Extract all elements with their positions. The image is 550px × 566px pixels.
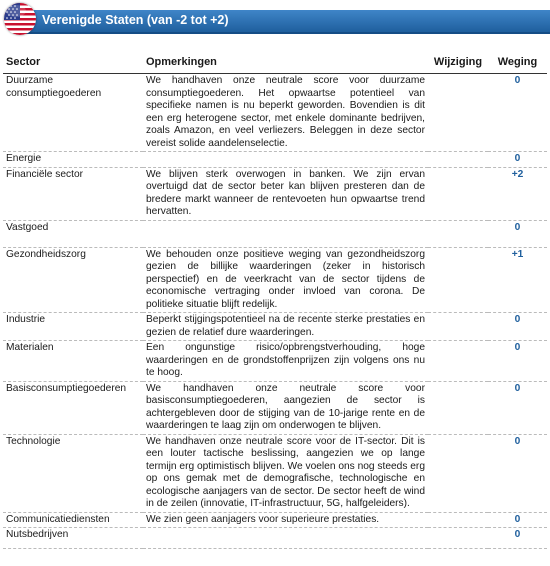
table-row	[3, 512, 547, 528]
sector-remarks: We handhaven onze neutrale score voor basisconsumptiegoederen, aangezien de sector is achtergebleven door de stijging van de 10-jarige rente en de waarderingen te laag zijn om onderwogen te blijven.	[143, 381, 428, 434]
sector-weight: 0	[488, 512, 547, 528]
column-header-weight: Weging	[488, 56, 547, 74]
sector-name: Energie	[3, 152, 143, 168]
sector-name: Materialen	[3, 341, 143, 382]
table-row	[3, 528, 547, 549]
sector-change	[428, 313, 488, 341]
sector-weight: 0	[488, 528, 547, 549]
column-header-remarks: Opmerkingen	[143, 56, 428, 74]
sector-change	[428, 220, 488, 247]
sector-remarks: We handhaven onze neutrale score voor de IT-sector. Dit is een louter tactische beslissing, aangezien we op lange termijn erg optimistisch blijven. We voelen ons nog steeds erg op ons gemak met de demografische, technologische en ecologische aanjagers van de sector. De sector heeft de wind in de zeilen (innovatie, IT-infrastructuur, 5G, halfgeleiders).	[143, 434, 428, 512]
sector-change	[428, 152, 488, 168]
table-row	[3, 167, 547, 220]
sector-change	[428, 74, 488, 152]
sector-remarks: We blijven sterk overwogen in banken. We zijn ervan overtuigd dat de sector beter kan blijven presteren dan de bredere markt wanneer de rentevoeten hun opwaartse trend hervatten.	[143, 167, 428, 220]
page-header	[0, 0, 550, 36]
sector-weight: 0	[488, 381, 547, 434]
sector-name: Gezondheidszorg	[3, 247, 143, 313]
sector-weight: 0	[488, 220, 547, 247]
table-row	[3, 341, 547, 382]
sector-weight: 0	[488, 341, 547, 382]
table-row	[3, 434, 547, 512]
table-header-row	[3, 56, 547, 74]
title-bar	[24, 10, 550, 34]
sector-change	[428, 167, 488, 220]
sector-name: Industrie	[3, 313, 143, 341]
sector-change	[428, 341, 488, 382]
sector-weight: +1	[488, 247, 547, 313]
sector-remarks	[143, 220, 428, 247]
sector-weight: +2	[488, 167, 547, 220]
sector-weight: 0	[488, 313, 547, 341]
sector-change	[428, 381, 488, 434]
column-header-change: Wijziging	[428, 56, 488, 74]
sector-weight: 0	[488, 74, 547, 152]
page-title: Verenigde Staten (van -2 tot +2)	[42, 13, 229, 27]
table-row	[3, 381, 547, 434]
us-flag-icon	[4, 3, 36, 35]
sector-change	[428, 528, 488, 549]
table-row	[3, 152, 547, 168]
sector-remarks: We behouden onze positieve weging van gezondheidszorg gezien de billijke waarderingen (zeker in historisch perspectief) en de veerkracht van de sector tijdens de economische vertraging onder invloed van corona. De politieke situatie blijft redelijk.	[143, 247, 428, 313]
sector-remarks: Beperkt stijgingspotentieel na de recente sterke prestaties en gezien de relatief dure waarderingen.	[143, 313, 428, 341]
sector-weight: 0	[488, 152, 547, 168]
sector-change	[428, 247, 488, 313]
column-header-sector: Sector	[3, 56, 143, 74]
sector-name: Nutsbedrijven	[3, 528, 143, 549]
sector-change	[428, 512, 488, 528]
sector-name: Financiële sector	[3, 167, 143, 220]
sector-name: Basisconsumptiegoederen	[3, 381, 143, 434]
sector-remarks	[143, 152, 428, 168]
sector-table	[3, 56, 547, 549]
table-row	[3, 220, 547, 247]
table-row	[3, 74, 547, 152]
sector-remarks	[143, 528, 428, 549]
sector-remarks: Een ongunstige risico/opbrengstverhouding, hoge waarderingen en de grondstoffenprijzen zijn volgens ons nu te hoog.	[143, 341, 428, 382]
sector-remarks: We handhaven onze neutrale score voor duurzame consumptiegoederen. Het opwaartse potentieel van specifieke namen is nu beperkt geworden. Bovendien is dit een erg heterogene sector, met enkele dominante bedrijven, zoals Amazon, en veel verliezers. Beleggen in deze sector vereist solide aandelenselectie.	[143, 74, 428, 152]
table-row	[3, 313, 547, 341]
sector-weight: 0	[488, 434, 547, 512]
sector-change	[428, 434, 488, 512]
table-row	[3, 247, 547, 313]
sector-name: Technologie	[3, 434, 143, 512]
sector-name: Communicatiediensten	[3, 512, 143, 528]
sector-name: Duurzame consumptiegoederen	[3, 74, 143, 152]
sector-remarks: We zien geen aanjagers voor superieure prestaties.	[143, 512, 428, 528]
sector-name: Vastgoed	[3, 220, 143, 247]
